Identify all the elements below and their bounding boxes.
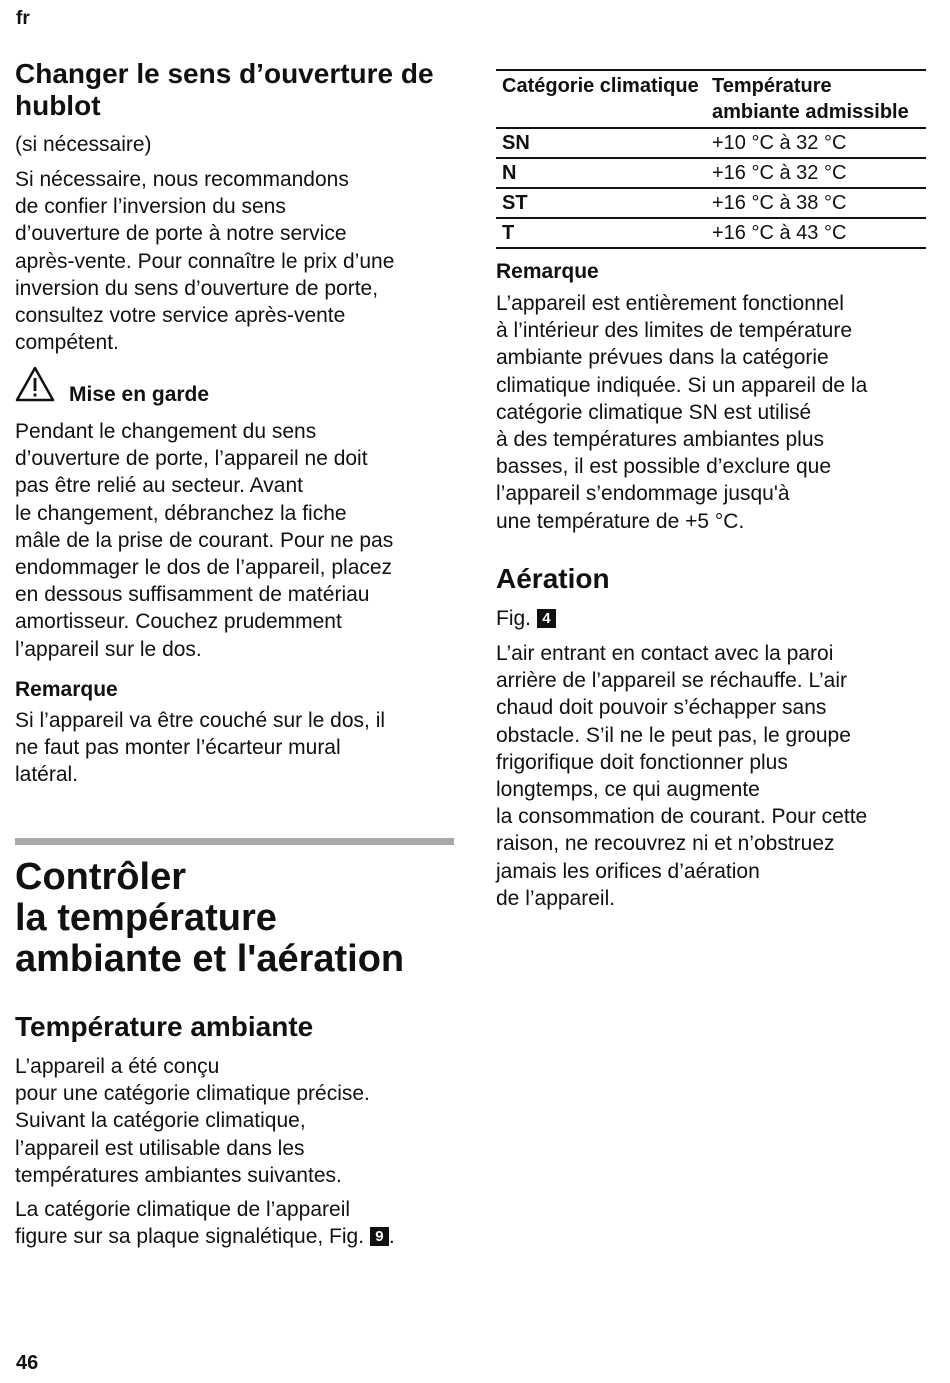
note-title: Remarque xyxy=(15,678,118,701)
category-cell: N xyxy=(496,158,706,188)
section-title-line-2: hublot xyxy=(15,90,101,121)
figure-line: Fig. 4 xyxy=(496,605,556,632)
warning-title: Mise en garde xyxy=(69,383,210,406)
chapter-title: Contrôler la température ambiante et l'aération xyxy=(15,856,405,980)
warning-paragraph: Pendant le changement du sens d’ouverture de porte, l’appareil ne doit pas être relié au secteur. Avant le changement, débranchez la fiche mâle de la prise de courant. Pour ne pas endommager le dos de l’appareil, placez en dessous suffisamment de matériau amortisseur. Couchez prudemment l’appareil sur le dos. xyxy=(15,420,394,661)
section-subtitle: (si nécessaire) xyxy=(15,133,152,156)
figure-reference-4: 4 xyxy=(537,609,556,628)
table-row xyxy=(496,188,926,218)
page-number: 46 xyxy=(16,1352,39,1374)
column-header-category: Catégorie climatique xyxy=(502,75,699,97)
category-cell: ST xyxy=(496,188,706,218)
range-cell: +16 °C à 32 °C xyxy=(706,158,926,188)
note-title-right: Remarque xyxy=(496,260,599,283)
aeration-paragraph: L’air entrant en contact avec la paroi arrière de l’appareil se réchauffe. L’air chaud doit pouvoir s’échapper sans obstacle. S’il ne le peut pas, le groupe frigorifique doit fonctionner plus longtemps, ce qui augmente la consommation de courant. Pour cette raison, ne recouvrez ni et n’obstruez jamais les orifices d’aération de l’appareil. xyxy=(496,642,868,910)
note-paragraph-right: L’appareil est entièrement fonctionnel à l’intérieur des limites de température ambiante prévues dans la catégorie climatique indiquée. Si un appareil de la catégorie climatique SN est utilisé à des températures ambiantes plus basses, il est possible d’exclure que l’appareil s’endommage jusqu'à une température de +5 °C. xyxy=(496,292,868,533)
aeration-title: Aération xyxy=(496,563,610,594)
table-row xyxy=(496,218,926,248)
language-label: fr xyxy=(16,8,30,29)
section-title-line-1: Changer le sens d’ouverture de xyxy=(15,58,434,89)
table-row xyxy=(496,158,926,188)
category-cell: T xyxy=(496,218,706,248)
door-reversal-paragraph: Si nécessaire, nous recommandons de confier l’inversion du sens d’ouverture de porte à notre service après-vente. Pour connaître le prix d’une inversion du sens d’ouverture de porte, consultez votre service après-vente compétent. xyxy=(15,168,395,355)
column-header-temperature: Température ambiante admissible xyxy=(712,75,909,123)
climate-class-table xyxy=(496,69,926,249)
table-header-row xyxy=(496,70,926,128)
table-row xyxy=(496,128,926,158)
ambient-temperature-paragraph: L’appareil a été conçu pour une catégorie climatique précise. Suivant la catégorie climatique, l’appareil est utilisable dans les températures ambiantes suivantes. xyxy=(15,1055,370,1187)
range-cell: +16 °C à 43 °C xyxy=(706,218,926,248)
ambient-temperature-title: Température ambiante xyxy=(15,1011,314,1042)
category-cell: SN xyxy=(496,128,706,158)
section-title-door-reversal xyxy=(15,58,434,122)
chapter-divider xyxy=(15,838,454,845)
warning-triangle-icon xyxy=(15,366,55,407)
climate-class-paragraph: La catégorie climatique de l’appareil figure sur sa plaque signalétique, Fig. 9 . xyxy=(15,1198,395,1249)
range-cell: +16 °C à 38 °C xyxy=(706,188,926,218)
note-paragraph: Si l’appareil va être couché sur le dos, il ne faut pas monter l’écarteur mural latéral. xyxy=(15,709,386,787)
warning-heading xyxy=(15,366,209,407)
figure-reference-9: 9 xyxy=(370,1227,389,1246)
range-cell: +10 °C à 32 °C xyxy=(706,128,926,158)
